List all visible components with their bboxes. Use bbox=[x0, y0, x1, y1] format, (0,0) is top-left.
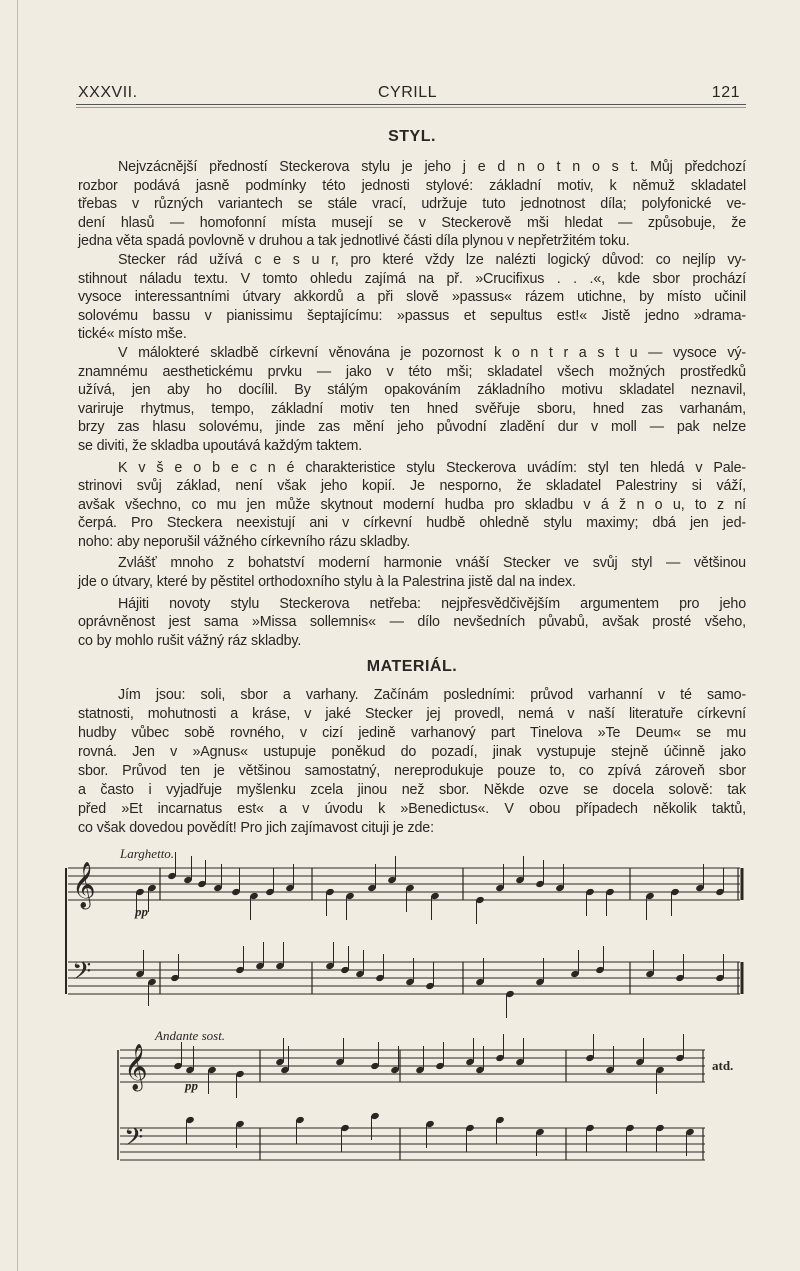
text-line: dení hlasů — homofonní místa musejí se v Steckerově mši hledat — způsobuje, že bbox=[78, 214, 746, 231]
notehead bbox=[475, 1066, 485, 1074]
text-line: Jím jsou: soli, sbor a varhany. Začínám posledními: průvod varhanní v té samo- bbox=[118, 687, 746, 703]
text-line: solovému bassu v pianissimu šeptajícímu: »passus et sepultus est!« Jistě jedno »drama- bbox=[78, 307, 746, 324]
paragraph bbox=[78, 459, 746, 552]
treble-clef-icon: 𝄞 bbox=[72, 862, 96, 907]
continuation-mark: atd. bbox=[712, 1058, 734, 1073]
notehead bbox=[275, 1058, 285, 1066]
notehead bbox=[275, 962, 285, 970]
text-line: Nejvzácnější předností Steckerova stylu je jeho j e d n o t n o s t. Můj předchozí bbox=[118, 159, 746, 175]
notehead bbox=[495, 884, 505, 892]
text-line: strinovi svůj základ, není však jeho kopií. Je nesporno, že skladatel Palestriny si váží, bbox=[78, 478, 746, 495]
notehead bbox=[475, 896, 485, 904]
notehead bbox=[425, 982, 435, 990]
notehead bbox=[173, 1062, 183, 1070]
text-line: statnosti, mohutnosti a kráse, v jaké Stecker jej provedl, nemá v naší literatuře církevní bbox=[78, 706, 746, 722]
notehead bbox=[425, 1120, 435, 1128]
dynamic-marking-1: pp bbox=[135, 904, 148, 919]
notehead bbox=[370, 1062, 380, 1070]
notehead bbox=[670, 888, 680, 896]
notehead bbox=[170, 974, 180, 982]
text-line: tické« místo mše. bbox=[78, 326, 187, 343]
notehead bbox=[535, 978, 545, 986]
notehead bbox=[655, 1124, 665, 1132]
notehead bbox=[345, 892, 355, 900]
notehead bbox=[135, 970, 145, 978]
notehead bbox=[475, 978, 485, 986]
notehead bbox=[235, 966, 245, 974]
treble-clef-icon: 𝄞 bbox=[124, 1044, 148, 1089]
notehead bbox=[197, 880, 207, 888]
notehead bbox=[555, 884, 565, 892]
notehead bbox=[585, 1054, 595, 1062]
section-material-body bbox=[78, 686, 746, 838]
notehead bbox=[625, 1124, 635, 1132]
notehead bbox=[390, 1066, 400, 1074]
text-line: Zvlášť mnoho z bohatství moderní harmonie vnáší Stecker ve svůj styl — většinou bbox=[118, 555, 746, 572]
notehead bbox=[235, 1120, 245, 1128]
tempo-marking-1: Larghetto. bbox=[120, 846, 175, 861]
notehead bbox=[285, 884, 295, 892]
notehead bbox=[695, 884, 705, 892]
text-line: užívá, jen aby ho docílil. By stálým opakováním základního motivu skladatel neznavil, bbox=[78, 382, 746, 399]
tempo-marking-2: Andante sost. bbox=[155, 1028, 226, 1043]
text-line: oprávněnost jest sama »Missa sollemnis« — dílo nevšedních půvabů, avšak prosté všeho, bbox=[78, 614, 746, 631]
notehead bbox=[465, 1058, 475, 1066]
notehead bbox=[167, 872, 177, 880]
text-line: čerpá. Pro Steckera neexistují ani v církevní hudbě ohledně stylu maximy; dbá jen jed- bbox=[78, 515, 746, 532]
notehead bbox=[645, 892, 655, 900]
notehead bbox=[535, 1128, 545, 1136]
notehead bbox=[495, 1054, 505, 1062]
section-heading-material: MATERIÁL. bbox=[366, 658, 458, 675]
text-line: vysoce interessantními útvary akkordů a při slově »passus« rázem utichne, by místo učinil bbox=[78, 289, 746, 306]
margin-line bbox=[17, 0, 18, 1271]
notehead bbox=[515, 876, 525, 884]
notehead bbox=[465, 1124, 475, 1132]
notehead bbox=[685, 1128, 695, 1136]
notehead bbox=[405, 978, 415, 986]
notehead bbox=[185, 1116, 195, 1124]
text-line: jedna věta spadá povlovně v druhou a tak jednotlivé části díla plynou v nepřetržitém toku. bbox=[78, 233, 630, 250]
notehead bbox=[715, 888, 725, 896]
notehead bbox=[147, 884, 157, 892]
notehead bbox=[235, 1070, 245, 1078]
notehead bbox=[207, 1066, 217, 1074]
paragraph bbox=[78, 158, 746, 251]
notehead bbox=[340, 1124, 350, 1132]
text-line: znamnému aesthetickému prvku — jako v této mši; skladatel všech možných prostředků bbox=[78, 363, 746, 380]
notehead bbox=[415, 1066, 425, 1074]
notehead bbox=[570, 970, 580, 978]
text-line: variruje rhytmus, tempo, základní motiv ten hned svěřuje sboru, hned zas varhanám, bbox=[78, 400, 746, 417]
text-line: avšak všechno, co mu jen může skytnout moderní hudba pro skladbu v á ž n o u, to z ní bbox=[78, 496, 746, 513]
notehead bbox=[535, 880, 545, 888]
notehead bbox=[231, 888, 241, 896]
section-styl-body bbox=[78, 158, 746, 650]
notehead bbox=[183, 876, 193, 884]
text-line: noho: aby neporušil vážného církevního rázu skladby. bbox=[78, 533, 411, 550]
header-rule bbox=[76, 104, 746, 108]
text-line: Stecker rád užívá c e s u r, pro které vždy lze nalézti logický důvod: co nejlíp vy- bbox=[118, 251, 746, 268]
text-line: co by mohlo rušit vážný ráz skladby. bbox=[78, 632, 302, 649]
notehead bbox=[265, 888, 275, 896]
notehead bbox=[430, 892, 440, 900]
running-header bbox=[78, 84, 746, 104]
section-heading-styl: STYL. bbox=[388, 128, 436, 145]
notehead bbox=[255, 962, 265, 970]
text-line: V málokteré skladbě církevní věnována je pozornost k o n t r a s t u — vysoce vý- bbox=[118, 344, 746, 361]
notehead bbox=[185, 1066, 195, 1074]
notehead bbox=[585, 1124, 595, 1132]
notehead bbox=[655, 1066, 665, 1074]
dynamic-marking-2: pp bbox=[185, 1078, 198, 1093]
notehead bbox=[675, 1054, 685, 1062]
notehead bbox=[435, 1062, 445, 1070]
text-line: stihnout náladu textu. V tomto ohledu zajímá na př. »Crucifixus . . .«, kde sbor prochází bbox=[78, 270, 746, 287]
notehead bbox=[213, 884, 223, 892]
running-title: CYRILL bbox=[378, 84, 438, 101]
chapter-number: XXXVII. bbox=[78, 84, 138, 101]
notehead bbox=[405, 884, 415, 892]
notehead bbox=[645, 970, 655, 978]
notehead bbox=[135, 888, 145, 896]
notehead bbox=[585, 888, 595, 896]
paragraph bbox=[78, 344, 746, 456]
notehead bbox=[387, 876, 397, 884]
notehead bbox=[515, 1058, 525, 1066]
text-line: se diviti, že skladba upoutává každým taktem. bbox=[78, 437, 363, 454]
notehead bbox=[370, 1112, 380, 1120]
text-line: Hájiti novoty stylu Steckerova netřeba: nejpřesvědčivějším argumentem pro jeho bbox=[118, 595, 746, 612]
notehead bbox=[325, 962, 335, 970]
paragraph bbox=[78, 554, 746, 591]
text-line: rozbor podává jasně podmínky této jednosti stylové: základní motiv, k němuž skladatel bbox=[78, 177, 746, 194]
page-number: 121 bbox=[711, 84, 740, 101]
paragraph bbox=[78, 251, 746, 344]
text-line: co však dovedou povědít! Pro jich zajímavost cituji je zde: bbox=[78, 820, 434, 836]
notehead bbox=[355, 970, 365, 978]
text-line: sbor. Průvod ten je většinou samostatný, nereprodukuje pouze to, co zpívá zároveň sbor bbox=[78, 763, 746, 779]
notehead bbox=[340, 966, 350, 974]
notehead bbox=[715, 974, 725, 982]
notehead bbox=[367, 884, 377, 892]
notehead bbox=[595, 966, 605, 974]
text-line: K v š e o b e c n é charakteristice stylu Steckerova uvádím: styl ten hledá v Pale- bbox=[118, 459, 746, 476]
text-line: třebas v různých variantech se stále vrací, udržuje tuto jednotnost díla; polyfonické ve- bbox=[78, 196, 746, 213]
paragraph bbox=[78, 686, 746, 838]
notehead bbox=[605, 1066, 615, 1074]
notehead bbox=[147, 978, 157, 986]
notehead bbox=[249, 892, 259, 900]
text-line: rovná. Jen v »Agnus« ustupuje poněkud do pozadí, jinak vystupuje stejně účinně jako bbox=[78, 744, 746, 760]
text-line: hudby vůbec sobě rovného, v cizí jedině varhanový part Tinelova »Te Deum« se mu bbox=[78, 725, 746, 741]
bass-clef-icon: 𝄢 bbox=[72, 958, 92, 991]
bass-clef-icon: 𝄢 bbox=[124, 1124, 144, 1157]
notehead bbox=[280, 1066, 290, 1074]
notehead bbox=[295, 1116, 305, 1124]
text-line: brzy zas hlasu solovému, jinde zas mění jeho původní zladění dur v moll — pak nelze bbox=[78, 419, 746, 436]
notehead bbox=[505, 990, 515, 998]
notehead bbox=[375, 974, 385, 982]
notehead bbox=[675, 974, 685, 982]
notehead bbox=[325, 888, 335, 896]
text-line: před »Et incarnatus est« a v úvodu k »Benedictus«. V obou případech několik taktů, bbox=[78, 801, 746, 817]
paragraph bbox=[78, 595, 746, 651]
text-line: a často i vyjadřuje myšlenku zcela jinou než sbor. Někde ozve se docela solově: tak bbox=[78, 782, 746, 798]
notehead bbox=[335, 1058, 345, 1066]
text-line: jde o útvary, které by pěstitel orthodoxního stylu à la Palestrina jistě dal na index. bbox=[78, 574, 576, 591]
notehead bbox=[605, 888, 615, 896]
notehead bbox=[635, 1058, 645, 1066]
notehead bbox=[495, 1116, 505, 1124]
